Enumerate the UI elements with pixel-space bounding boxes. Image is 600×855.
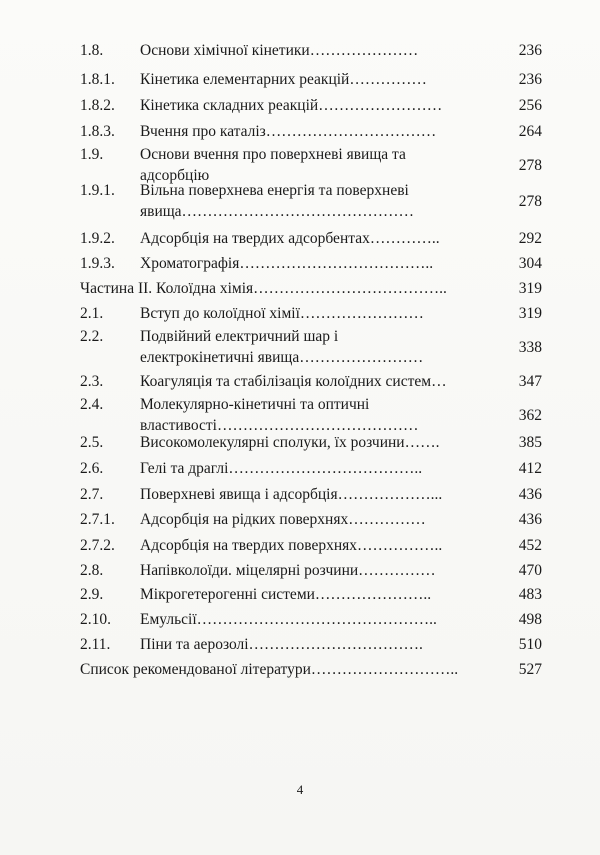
toc-entry-title-line: властивості…………………………………: [140, 417, 419, 434]
toc-entry-title: [140, 458, 510, 479]
toc-entry-title: [140, 253, 510, 274]
toc-entry-number: 1.9.1.: [80, 182, 115, 199]
toc-entry-title-line: Частина ІІ. Колоїдна хімія………………………………..: [80, 280, 447, 297]
toc-entry-number: 2.7.: [80, 486, 104, 503]
toc-entry-title-line: Хроматографія………………………………..: [140, 255, 434, 272]
toc-entry-number: 1.9.3.: [80, 255, 115, 272]
toc-entry-title-line: Список рекомендованої літератури………………………..: [80, 661, 459, 678]
toc-entry-title-line: явища………………………………………: [140, 203, 415, 220]
toc-entry-title: [140, 535, 510, 556]
toc-entry-title-line: Напівколоїди. міцелярні розчини……………: [140, 562, 436, 579]
toc-entry-page: 436: [518, 486, 542, 503]
toc-entry-number: 1.8.2.: [80, 97, 115, 114]
toc-entry-title-line: Піни та аерозолі…………………………….: [140, 636, 423, 653]
toc-entry-page: 338: [518, 339, 542, 356]
toc-entry-title-line: Гелі та драглі………………………………..: [140, 460, 423, 477]
toc-entry-number: 2.2.: [80, 328, 104, 345]
toc-entry-title: [140, 180, 510, 222]
toc-entry-number: 1.9.2.: [80, 230, 115, 247]
toc-entry-page: 304: [518, 255, 542, 272]
toc-entry-title-line: Вчення про каталіз……………………………: [140, 123, 437, 140]
toc-entry-title: [140, 228, 510, 249]
toc-entry-title-line: Вільна поверхнева енергія та поверхневі: [140, 182, 409, 199]
toc-entry-title-line: Кінетика складних реакцій……………………: [140, 97, 443, 114]
toc-entry-page: 264: [518, 123, 542, 140]
toc-entry-number: 2.10.: [80, 611, 111, 628]
toc-entry-title-line: Подвійний електричний шар і: [140, 328, 339, 345]
toc-entry-title-line: Адсорбція на рідких поверхнях……………: [140, 511, 426, 528]
toc-entry-number: 2.4.: [80, 396, 104, 413]
toc-entry-number: 2.7.2.: [80, 537, 115, 554]
toc-entry-title: [140, 371, 510, 392]
toc-entry-title: [140, 121, 510, 142]
toc-entry-title-line: Емульсії………………………………………..: [140, 611, 437, 628]
page-number: 4: [296, 782, 304, 797]
toc-entry-title-line: Адсорбція на твердих поверхнях……………..: [140, 537, 443, 554]
toc-entry-title: [140, 394, 510, 436]
toc-entry-number: 1.8.: [80, 42, 104, 59]
toc-entry-title: [140, 69, 510, 90]
toc-entry-page: 452: [518, 537, 542, 554]
toc-entry-page: 470: [518, 562, 542, 579]
toc-entry-page: 278: [518, 193, 542, 210]
toc-entry-number: 2.7.1.: [80, 511, 115, 528]
toc-entry-number: 1.8.3.: [80, 123, 115, 140]
toc-entry-number: 2.1.: [80, 305, 104, 322]
toc-entry-title-line: Поверхневі явища і адсорбція………………...: [140, 486, 443, 503]
toc-entry-page: 292: [518, 230, 542, 247]
toc-entry-number: 1.9.: [80, 146, 104, 163]
toc-entry-title: [140, 484, 510, 505]
toc-entry-title-line: Молекулярно-кінетичні та оптичні: [140, 396, 370, 413]
toc-entry-number: 2.5.: [80, 434, 104, 451]
toc-entry-page: 527: [518, 661, 542, 678]
toc-entry-number: 2.11.: [80, 636, 111, 653]
toc-entry-page: 362: [518, 407, 542, 424]
toc-entry-title-line: адсорбцію: [140, 167, 210, 184]
toc-entry-title: [140, 584, 510, 605]
toc-entry-page: 319: [518, 305, 542, 322]
toc-entry-title-line: Основи вчення про поверхневі явища та: [140, 146, 406, 163]
toc-entry-title: [140, 560, 510, 581]
toc-entry-title: [140, 95, 510, 116]
toc-entry-title-line: Вступ до колоїдної хімії……………………: [140, 305, 424, 322]
toc-entry-title: [140, 432, 510, 453]
toc-entry-page: 256: [518, 97, 542, 114]
toc-entry-page: 347: [518, 373, 542, 390]
toc-entry-title: [140, 509, 510, 530]
toc-entry-title-line: електрокінетичні явища……………………: [140, 349, 424, 366]
toc-entry-title: [140, 634, 510, 655]
toc-entry-number: 2.3.: [80, 373, 104, 390]
toc-entry-page: 385: [518, 434, 542, 451]
toc-entry-title: [80, 659, 512, 680]
toc-entry-number: 2.8.: [80, 562, 104, 579]
toc-entry-page: 483: [518, 586, 542, 603]
toc-entry-page: 436: [518, 511, 542, 528]
toc-entry-page: 510: [518, 636, 542, 653]
toc-entry-title: [140, 326, 510, 368]
toc-entry-page: 498: [518, 611, 542, 628]
toc-entry-title-line: Основи хімічної кінетики…………………: [140, 42, 419, 59]
toc-entry-page: 236: [518, 71, 542, 88]
toc-entry-page: 278: [518, 157, 542, 174]
toc-entry-title: [140, 303, 510, 324]
toc-entry-number: 1.8.1.: [80, 71, 115, 88]
toc-entry-title-line: Мікрогетерогенні системи…………………..: [140, 586, 432, 603]
toc-entry-title: [140, 609, 510, 630]
toc-entry-page: 319: [518, 280, 542, 297]
toc-entry-title-line: Адсорбція на твердих адсорбентах…………..: [140, 230, 440, 247]
toc-entry-title: [80, 278, 512, 299]
toc-entry-title: [140, 40, 510, 61]
toc-entry-page: 236: [518, 42, 542, 59]
toc-entry-page: 412: [518, 460, 542, 477]
toc-entry-number: 2.6.: [80, 460, 104, 477]
toc-entry-title-line: Кінетика елементарних реакцій……………: [140, 71, 427, 88]
toc-entry-number: 2.9.: [80, 586, 104, 603]
toc-entry-title-line: Високомолекулярні сполуки, їх розчини…….: [140, 434, 440, 451]
toc-entry-title-line: Коагуляція та стабілізація колоїдних систем…: [140, 373, 447, 390]
